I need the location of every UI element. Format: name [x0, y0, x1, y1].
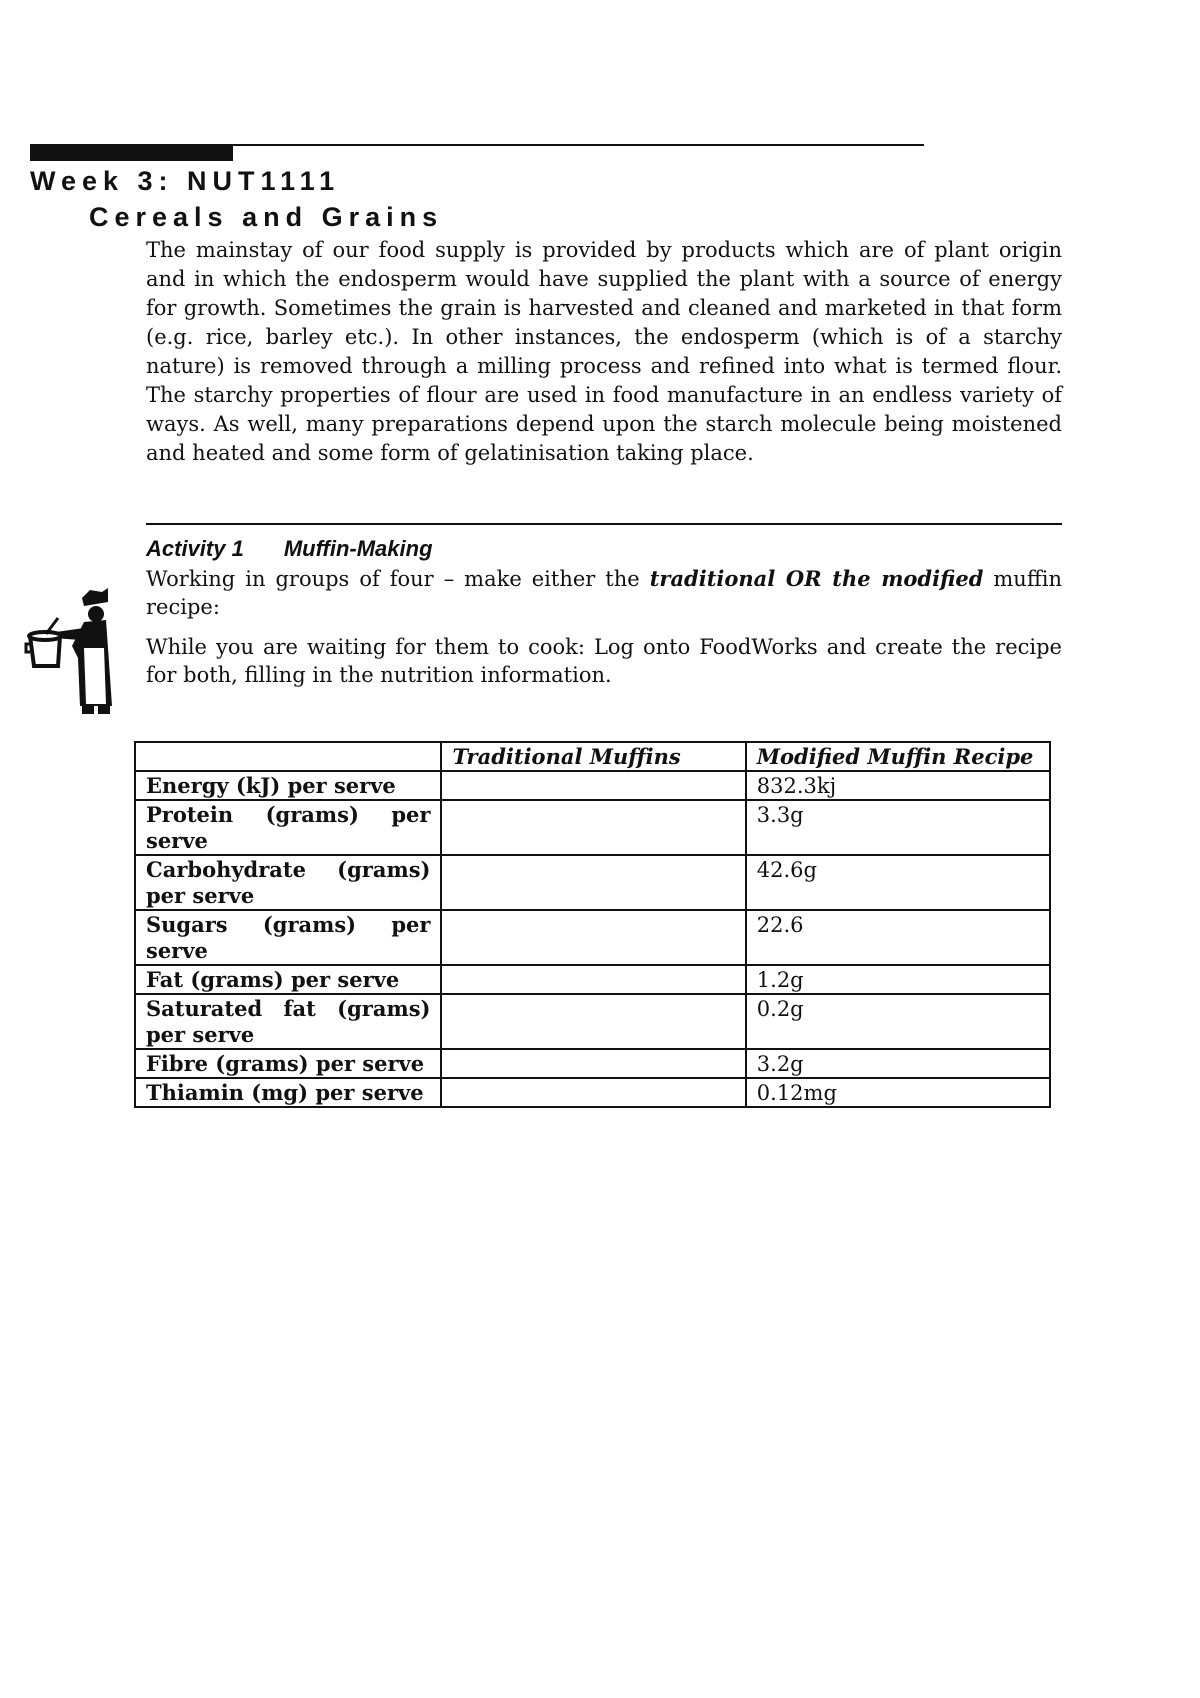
activity-text-start: Working in groups of four – make either the — [146, 567, 650, 591]
traditional-cell[interactable] — [441, 910, 745, 965]
table-row — [135, 1049, 1050, 1078]
traditional-cell[interactable] — [441, 965, 745, 994]
table-row — [135, 994, 1050, 1049]
activity-instructions — [146, 565, 1062, 621]
modified-cell: 3.3g — [746, 800, 1050, 855]
table-row — [135, 1078, 1050, 1107]
modified-cell: 0.2g — [746, 994, 1050, 1049]
table-row — [135, 800, 1050, 855]
traditional-cell[interactable] — [441, 855, 745, 910]
table-header-row — [135, 742, 1050, 771]
traditional-cell[interactable] — [441, 800, 745, 855]
section-divider — [146, 523, 1062, 525]
intro-paragraph: The mainstay of our food supply is provided by products which are of plant origin and in which the endosperm would have supplied the plant with a source of energy for growth. Sometimes the grain is harvested and cleaned and marketed in that form (e.g. rice, barley etc.). In other instances, the endosperm (which is of a starchy nature) is removed through a milling process and refined into what is termed flour. The starchy properties of flour are used in food manufacture in an endless variety of ways. As well, many preparations depend upon the starch molecule being moistened and heated and some form of gelatinisation taking place. — [146, 238, 1062, 465]
traditional-cell[interactable] — [441, 1078, 745, 1107]
header-rule-accent — [30, 145, 233, 161]
row-label: Fat (grams) per serve — [135, 965, 441, 994]
chef-cooking-icon — [24, 588, 120, 714]
traditional-cell[interactable] — [441, 771, 745, 800]
nutrition-table — [134, 741, 1051, 1108]
week-title: Week 3: NUT1111 — [30, 166, 341, 196]
table-row — [135, 855, 1050, 910]
modified-cell: 22.6 — [746, 910, 1050, 965]
activity-number: Activity 1 — [146, 536, 244, 561]
activity-task: While you are waiting for them to cook: Log onto FoodWorks and create the recipe for both, filling in the nutrition information. — [146, 635, 1062, 687]
header-modified: Modified Muffin Recipe — [746, 742, 1050, 771]
row-label: Sugars (grams) per serve — [135, 910, 441, 965]
modified-cell: 42.6g — [746, 855, 1050, 910]
row-label: Thiamin (mg) per serve — [135, 1078, 441, 1107]
table-row — [135, 910, 1050, 965]
row-label: Protein (grams) per serve — [135, 800, 441, 855]
row-label: Fibre (grams) per serve — [135, 1049, 441, 1078]
activity-heading — [146, 536, 433, 562]
traditional-cell[interactable] — [441, 994, 745, 1049]
modified-cell: 3.2g — [746, 1049, 1050, 1078]
activity-emphasis: traditional OR the modified — [649, 566, 984, 591]
modified-cell: 0.12mg — [746, 1078, 1050, 1107]
table-row — [135, 965, 1050, 994]
header-traditional: Traditional Muffins — [441, 742, 745, 771]
activity-text-end: muffin recipe: — [146, 567, 1062, 619]
modified-cell: 1.2g — [746, 965, 1050, 994]
header-blank-cell — [135, 742, 441, 771]
row-label: Energy (kJ) per serve — [135, 771, 441, 800]
row-label: Carbohydrate (grams) per serve — [135, 855, 441, 910]
table-row — [135, 771, 1050, 800]
row-label: Saturated fat (grams) per serve — [135, 994, 441, 1049]
traditional-cell[interactable] — [441, 1049, 745, 1078]
activity-title: Muffin-Making — [283, 536, 433, 561]
modified-cell: 832.3kj — [746, 771, 1050, 800]
section-title: Cereals and Grains — [89, 202, 444, 232]
